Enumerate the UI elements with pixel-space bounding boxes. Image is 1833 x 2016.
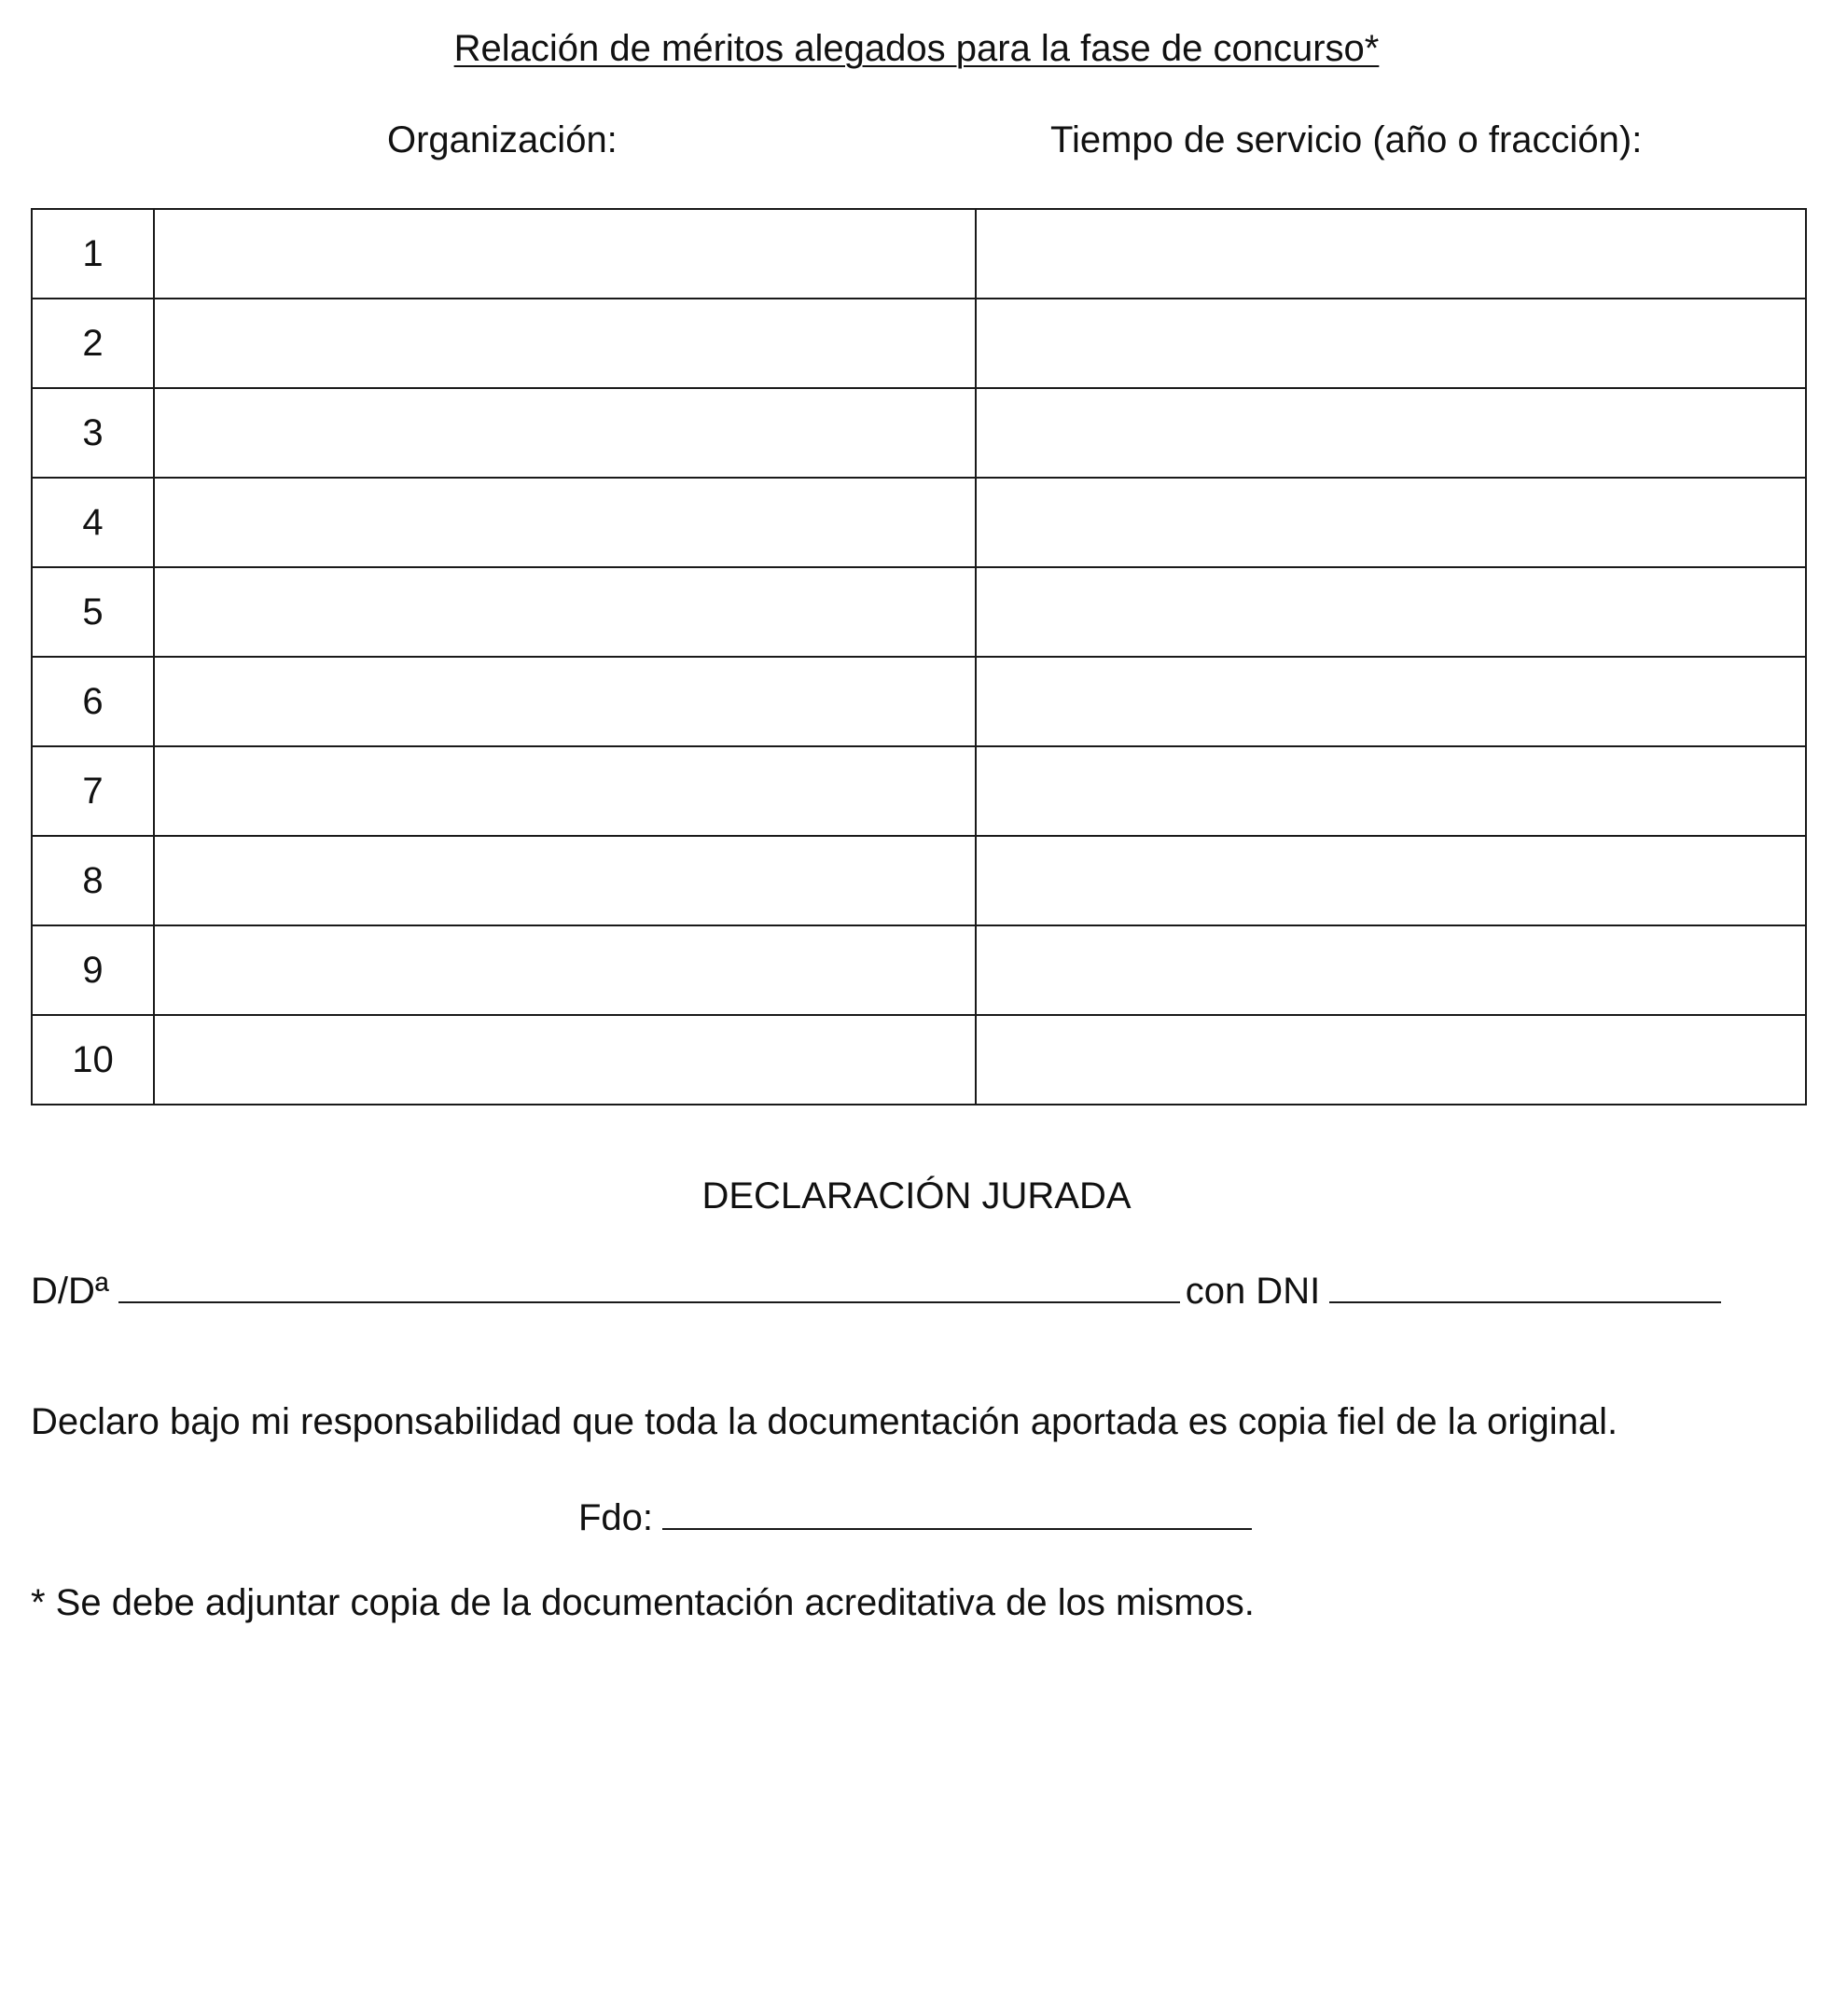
- row-number: 1: [32, 209, 154, 299]
- table-row: [32, 567, 1806, 657]
- row-number: 4: [32, 478, 154, 567]
- service-time-cell[interactable]: [976, 478, 1806, 567]
- service-time-cell[interactable]: [976, 746, 1806, 836]
- row-number: 3: [32, 388, 154, 478]
- service-time-cell[interactable]: [976, 567, 1806, 657]
- row-number: 5: [32, 567, 154, 657]
- row-number: 8: [32, 836, 154, 925]
- signature-label: Fdo:: [578, 1497, 654, 1538]
- signature-line: [578, 1493, 1257, 1539]
- service-time-column-header: Tiempo de servicio (año o fracción):: [1050, 119, 1643, 160]
- row-number: 6: [32, 657, 154, 746]
- table-row: [32, 299, 1806, 388]
- merits-table: [31, 208, 1807, 1105]
- organization-cell[interactable]: [154, 925, 976, 1015]
- document-title: Relación de méritos alegados para la fase de concurso*: [453, 28, 1380, 69]
- service-time-cell[interactable]: [976, 657, 1806, 746]
- table-row: [32, 925, 1806, 1015]
- service-time-cell[interactable]: [976, 836, 1806, 925]
- organization-cell[interactable]: [154, 567, 976, 657]
- organization-cell[interactable]: [154, 836, 976, 925]
- dni-blank-field[interactable]: [1329, 1266, 1721, 1303]
- organization-cell[interactable]: [154, 746, 976, 836]
- signature-blank-field[interactable]: [662, 1493, 1252, 1530]
- organization-cell[interactable]: [154, 388, 976, 478]
- organization-cell[interactable]: [154, 299, 976, 388]
- declaration-statement: Declaro bajo mi responsabilidad que toda la documentación aportada es copia fiel de la original.: [31, 1401, 1618, 1442]
- service-time-cell[interactable]: [976, 299, 1806, 388]
- dni-label: con DNI: [1185, 1271, 1321, 1312]
- declaration-title: DECLARACIÓN JURADA: [701, 1175, 1132, 1217]
- organization-cell[interactable]: [154, 209, 976, 299]
- footnote: * Se debe adjuntar copia de la documentación acreditativa de los mismos.: [31, 1582, 1255, 1623]
- organization-cell[interactable]: [154, 1015, 976, 1105]
- table-row: [32, 209, 1806, 299]
- declarant-line: [31, 1266, 1727, 1313]
- name-label: D/Dª: [31, 1271, 109, 1312]
- table-row: [32, 1015, 1806, 1105]
- name-blank-field[interactable]: [118, 1266, 1180, 1303]
- table-row: [32, 478, 1806, 567]
- organization-cell[interactable]: [154, 478, 976, 567]
- organization-column-header: Organización:: [387, 119, 618, 160]
- service-time-cell[interactable]: [976, 1015, 1806, 1105]
- row-number: 10: [32, 1015, 154, 1105]
- table-row: [32, 836, 1806, 925]
- row-number: 2: [32, 299, 154, 388]
- table-row: [32, 388, 1806, 478]
- service-time-cell[interactable]: [976, 209, 1806, 299]
- row-number: 9: [32, 925, 154, 1015]
- organization-cell[interactable]: [154, 657, 976, 746]
- table-row: [32, 746, 1806, 836]
- table-row: [32, 657, 1806, 746]
- service-time-cell[interactable]: [976, 388, 1806, 478]
- service-time-cell[interactable]: [976, 925, 1806, 1015]
- row-number: 7: [32, 746, 154, 836]
